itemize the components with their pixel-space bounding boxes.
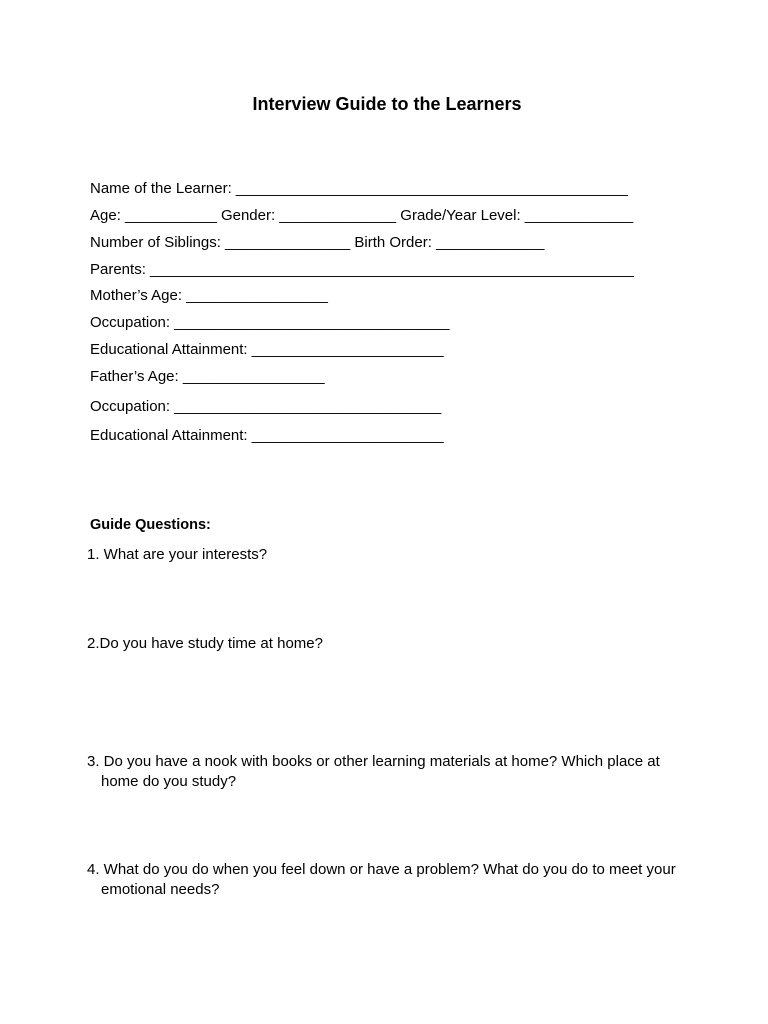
document-title: Interview Guide to the Learners xyxy=(252,94,522,114)
field-age-gender-grade: Age: ___________ Gender: ______________ Grade/Year Level: _____________ xyxy=(90,207,634,224)
field-father-occupation: Occupation: ________________________________ xyxy=(90,398,442,415)
guide-question-1: 1. What are your interests? xyxy=(87,546,268,563)
guide-question-3: 3. Do you have a nook with books or other learning materials at home? Which place at home do you study? xyxy=(87,753,660,790)
field-father-education: Educational Attainment: _______________________ xyxy=(90,427,444,444)
guide-question-2: 2.Do you have study time at home? xyxy=(87,635,323,652)
field-siblings-birth-order: Number of Siblings: _______________ Birth Order: _____________ xyxy=(90,234,545,251)
guide-question-4: 4. What do you do when you feel down or have a problem? What do you do to meet your emotional needs? xyxy=(87,861,676,898)
field-father-age: Father’s Age: _________________ xyxy=(90,368,325,385)
field-learner-name: Name of the Learner: _______________________________________________ xyxy=(90,180,629,197)
field-parents: Parents: __________________________________________________________ xyxy=(90,261,634,278)
field-mother-occupation: Occupation: _________________________________ xyxy=(90,314,450,331)
field-mother-education: Educational Attainment: _______________________ xyxy=(90,341,444,358)
field-mother-age: Mother’s Age: _________________ xyxy=(90,287,328,304)
guide-questions-heading: Guide Questions: xyxy=(90,517,211,533)
